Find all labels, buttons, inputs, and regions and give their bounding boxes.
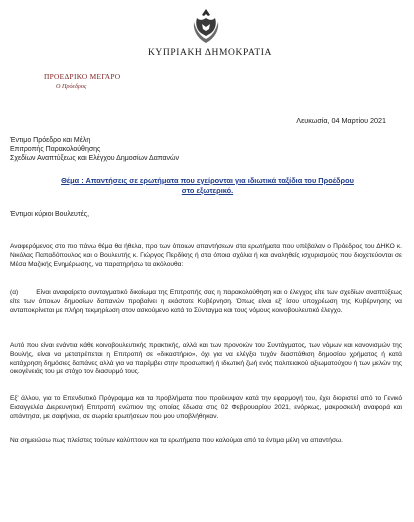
recipient-line: Έντιμο Πρόεδρο και Μέλη: [10, 137, 91, 144]
paragraph-marker: (α): [10, 289, 19, 296]
recipient-line: Σχεδίων Αναπτύξεως και Ελέγχου Δημοσίων Δαπανών: [10, 155, 180, 163]
office-block: [44, 72, 120, 90]
recipient-line: Επιτροπής Παρακολούθησης: [10, 146, 101, 154]
paragraph-intro: Αναφερόμενος στο πιο πάνω θέμα θα ήθελα, προ των όποιων απαντήσεων στα ερωτήματα που υπέβαλαν ο Πρόεδρος του ΔΗΚΟ κ. Νικόλας Παπαδόπουλος και ο Βουλευτής κ. Γιώργος Περδίκης ή στα όποια σχόλια ή και αναληθείς ισχυρισμούς που διοχετεύονται σε Μέσα Μαζικής Ενημέρωσης, να παρατηρήσω τα ακόλουθα:: [10, 243, 402, 268]
office-title: ΠΡΟΕΔΡΙΚΟ ΜΕΓΑΡΟ: [44, 72, 121, 81]
subject-line: Θέμα : Απαντήσεις σε ερωτήματα που εγείρονται για ιδιωτικά ταξίδια του Προέδρου: [61, 176, 354, 185]
paragraph-body: Εξ' άλλου, για το Επενδυτικό Πρόγραμμα και τα προβλήματα που προέκυψαν κατά την εφαρμογή του, έχει διοριστεί από το Γενικό Εισαγγελέα Διερευνητική Επιτροπή ενώπιον της οποίας έδωσα στις 02 Φεβρουαρίου 2021, ενόρκως, μακροσκελή αναφορά και απάντησα, με σαφήνεια, σε σωρεία ερωτήσεων που μου υποβλήθηκαν.: [10, 395, 402, 420]
office-subtitle: Ο Πρόεδρος: [56, 83, 87, 90]
paragraph-a-text: Είναι αναφαίρετο συνταγματικό δικαίωμα της Επιτροπής σας η παρακολούθηση και ο έλεγχος είτε των σχεδίων αναπτύξεως είτε των όποιων δημοσίων δαπανών προβαίνει η εκάστοτε Κυβέρνηση. Όπως είναι εξ' ίσου υποχρέωση της Κυβέρνησης να ανταποκρίνεται με πλήρη τεκμηρίωση στον ασκούμενο κατά το Σύνταγμα και τους νόμους κοινοβουλευτικό έλεγχο.: [10, 289, 402, 314]
subject-line: στο εξωτερικό.: [181, 185, 234, 195]
recipient-block: [10, 136, 179, 164]
paragraph-a: [10, 289, 402, 315]
republic-heading: ΚΥΠΡΙΑΚΗ ΔΗΜΟΚΡΑΤΙΑ: [147, 48, 273, 58]
subject-heading: [10, 176, 405, 195]
cyprus-coat-of-arms-icon: [191, 6, 221, 46]
paragraph-body: Αυτό που είναι ενάντια κάθε κοινοβουλευτικής πρακτικής, αλλά και των προνοιών του Συντάγματος, των νόμων και κανονισμών της Βουλής, είναι να μετατρέπεται η Επιτροπή σε «δικαστήριο», όχι για να ελέγξει τυχόν διασπάθιση δημοσίου χρήματος ή κατά κατάχρηση δημόσιες δαπάνες αλλά για να παρέμβει στην προσωπική ή ιδιωτική ζωή ενός πολιτειακού αξιωματούχου ή των μελών της οικογένειάς του με στόχο τον διασυρμό τους.: [10, 342, 402, 376]
greeting: Έντιμοι κύριοι Βουλευτές,: [10, 211, 90, 218]
paragraph-body: Να σημειώσω πως πλείστες τούτων καλύπτουν και τα ερωτήματα που καλούμαι από τα έντιμα μέλη να απαντήσω.: [10, 437, 344, 444]
letter-date: Λευκωσία, 04 Μαρτίου 2021: [296, 116, 386, 125]
